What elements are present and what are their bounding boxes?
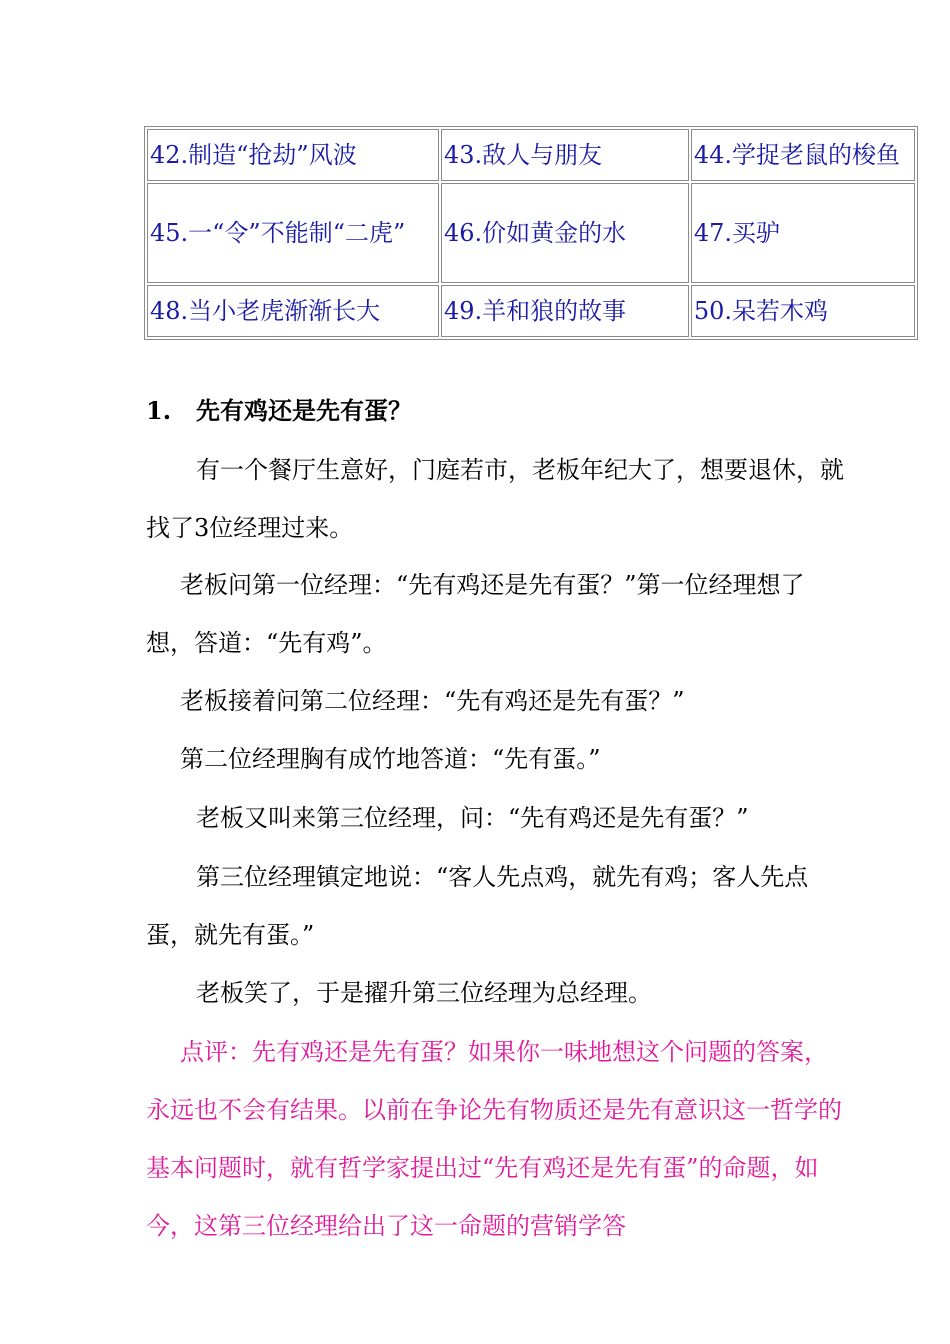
table-cell [441, 285, 689, 337]
table-cell [441, 129, 689, 181]
story-link-50[interactable]: 50.呆若木鸡 [693, 297, 829, 325]
table-cell [691, 183, 915, 283]
story-link-47[interactable]: 47.买驴 [693, 219, 781, 247]
table-cell [691, 285, 915, 337]
paragraph: 第二位经理胸有成竹地答道：“先有蛋。” [180, 745, 601, 773]
table-cell [691, 129, 915, 181]
story-title: 先有鸡还是先有蛋？ [196, 396, 412, 425]
table-row [147, 183, 915, 283]
story-link-48[interactable]: 48.当小老虎渐渐长大 [150, 297, 381, 325]
table-cell [147, 129, 439, 181]
story-heading [146, 391, 412, 431]
paragraph: 老板接着问第二位经理：“先有鸡还是先有蛋？” [180, 687, 685, 715]
paragraph: 老板笑了，于是擢升第三位经理为总经理。 [196, 979, 652, 1007]
paragraph: 老板问第一位经理：“先有鸡还是先有蛋？”第一位经理想了想，答道：“先有鸡”。 [146, 571, 805, 657]
story-index-table [144, 126, 918, 340]
table-cell [441, 183, 689, 283]
paragraph: 第三位经理镇定地说：“客人先点鸡，就先有鸡；客人先点蛋，就先有蛋。” [146, 863, 809, 949]
story-link-43[interactable]: 43.敌人与朋友 [444, 141, 603, 169]
table-cell [147, 285, 439, 337]
paragraph: 有一个餐厅生意好，门庭若市，老板年纪大了，想要退休，就找了3位经理过来。 [146, 456, 844, 542]
story-link-44[interactable]: 44.学捉老鼠的梭鱼 [693, 141, 901, 169]
comment-paragraph: 点评：先有鸡还是先有蛋？如果你一味地想这个问题的答案，永远也不会有结果。以前在争论先有物质还是先有意识这一哲学的基本问题时，就有哲学家提出过“先有鸡还是先有蛋”的命题，如今，这第三位经理给出了这一命题的营销学答 [146, 1038, 842, 1240]
table-row [147, 285, 915, 337]
table-row [147, 129, 915, 181]
story-link-49[interactable]: 49.羊和狼的故事 [444, 297, 627, 325]
story-number: 1. [146, 396, 172, 425]
paragraph: 老板又叫来第三位经理，问：“先有鸡还是先有蛋？” [196, 804, 749, 832]
story-link-42[interactable]: 42.制造“抢劫”风波 [150, 141, 357, 169]
story-link-45[interactable]: 45.一“令”不能制“二虎” [150, 219, 406, 247]
story-link-46[interactable]: 46.价如黄金的水 [444, 219, 627, 247]
table-cell [147, 183, 439, 283]
